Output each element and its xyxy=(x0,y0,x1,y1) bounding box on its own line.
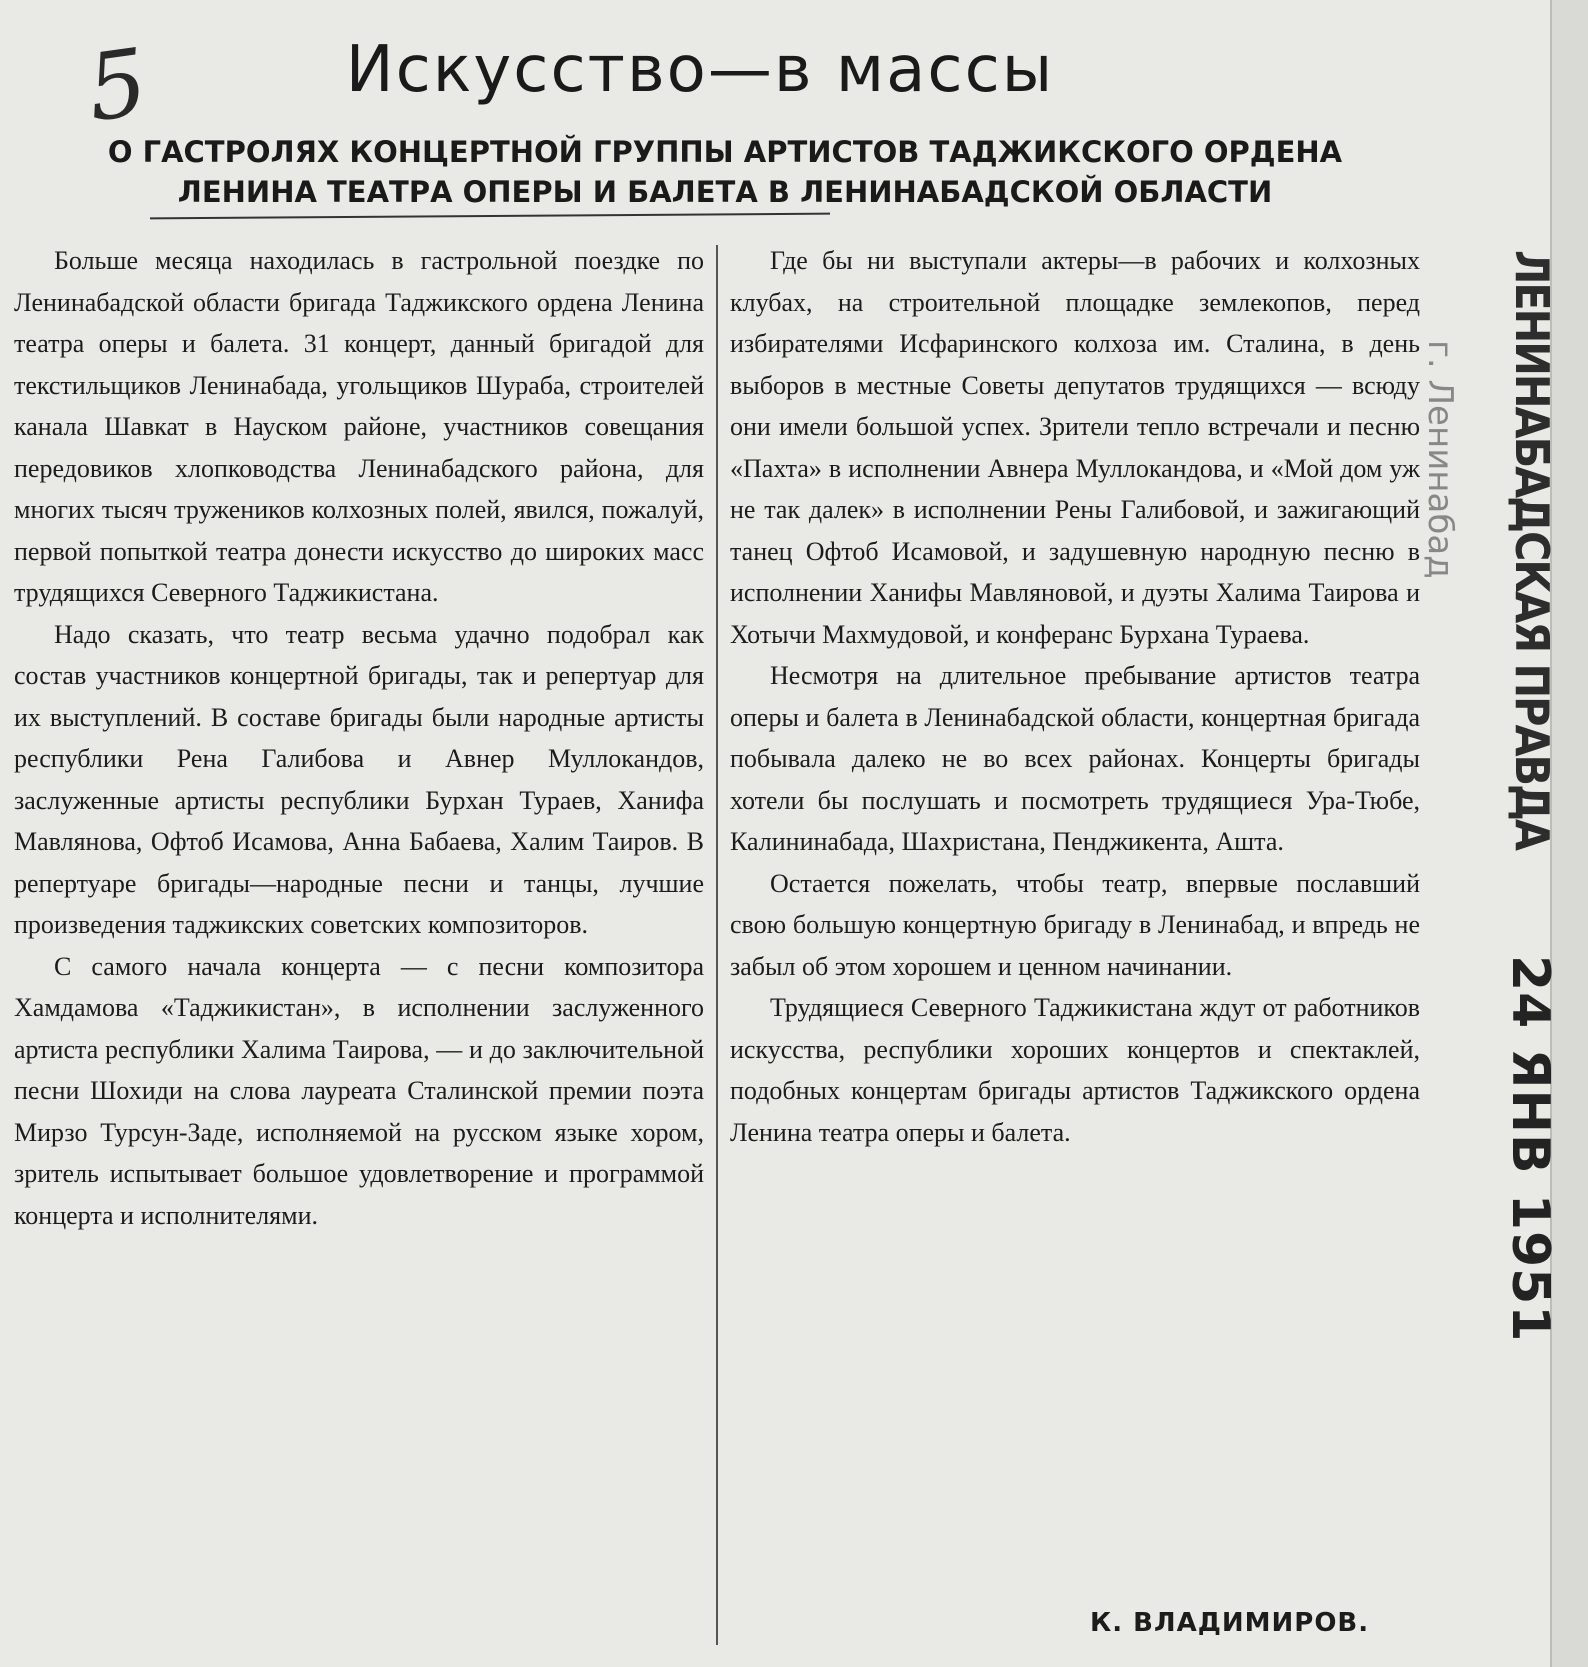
article-subtitle: О ГАСТРОЛЯХ КОНЦЕРТНОЙ ГРУППЫ АРТИСТОВ ТАДЖИКСКОГО ОРДЕНА ЛЕНИНА ТЕАТРА ОПЕРЫ И БАЛЕТА В ЛЕНИНАБАДСКОЙ ОБЛАСТИ xyxy=(107,135,1343,209)
column-divider xyxy=(716,245,718,1645)
paragraph: Несмотря на длительное пребывание артистов театра оперы и балета в Ленинабадской области, концертная бригада побывала далеко не во всех районах. Концерты бригады хотели бы послушать и посмотреть трудящиеся Ура-Тюбе, Калининабада, Шахристана, Пенджикента, Ашта. xyxy=(730,661,1420,856)
paragraph: Больше месяца находилась в гастрольной поездке по Ленинабадской области бригада Таджикского ордена Ленина театра оперы и балета. 31 концерт, данный бригадой для текстильщиков Ленинабада, угольщиков Шураба, строителей канала Шавкат в Науском районе, участников совещания передовиков хлопководства Ленинабадского района, для многих тысяч тружеников колхозных полей, явился, пожалуй, первой попыткой театра донести искусство до широких масс трудящихся Северного Таджикистана. xyxy=(14,246,704,607)
paragraph: С самого начала концерта — с песни композитора Хамдамова «Таджикистан», в исполнении заслуженного артиста республики Халима Таирова, — и до заключительной песни Шохиди на слова лауреата Сталинской премии поэта Мирзо Турсун-Заде, исполняемой на русском языке хором, зритель испытывает большое удовлетворение и программой концерта и исполнителями. xyxy=(14,951,704,1230)
paragraph: Где бы ни выступали актеры—в рабочих и колхозных клубах, на строительной площадке землекопов, перед избирателями Исфаринского колхоза им. Сталина, в день выборов в местные Советы депутатов трудящихся — всюду они имели большой успех. Зрители тепло встречали и песню «Пахта» в исполнении Авнера Муллокандова, и «Мой дом уж не так далек» в исполнении Рены Галибовой, и зажигающий танец Офтоб Исамовой, и задушевную народную песню в исполнении Ханифы Мавляновой, и дуэты Халима Таирова и Хотычи Махмудовой, и конферанс Бурхана Тураева. xyxy=(730,246,1420,649)
source-city-stamp: г. Ленинабад xyxy=(1420,340,1460,579)
paragraph: Остается пожелать, чтобы театр, впервые пославший свою большую концертную бригаду в Ленинабад, и впредь не забыл об этом хорошем и ценном начинании. xyxy=(730,868,1420,981)
subtitle-underline xyxy=(150,213,830,220)
date-stamp: 24 ЯНВ 1951 xyxy=(1500,955,1560,1343)
article-column-left xyxy=(14,240,704,1236)
source-masthead-stamp: ЛЕНИНАБАДСКАЯ ПРАВДА xyxy=(1505,250,1559,849)
article-title: Искусство—в массы xyxy=(345,33,1055,107)
article-column-right xyxy=(730,240,1420,1153)
paragraph: Трудящиеся Северного Таджикистана ждут от работников искусства, республики хороших концертов и спектаклей, подобных концертам бригады артистов Таджикского ордена Ленина театра оперы и балета. xyxy=(730,993,1420,1147)
handwritten-page-number: 5 xyxy=(80,28,154,143)
author-signature: К. ВЛАДИМИРОВ. xyxy=(1090,1608,1370,1638)
paragraph: Надо сказать, что театр весьма удачно подобрал как состав участников концертной бригады, так и репертуар для их выступлений. В составе бригады были народные артисты республики Рена Галибова и Авнер Муллокандов, заслуженные артисты республики Бурхан Тураев, Ханифа Мавлянова, Офтоб Исамова, Анна Бабаева, Халим Таиров. В репертуаре бригады—народные песни и танцы, лучшие произведения таджикских советских композиторов. xyxy=(14,619,704,939)
